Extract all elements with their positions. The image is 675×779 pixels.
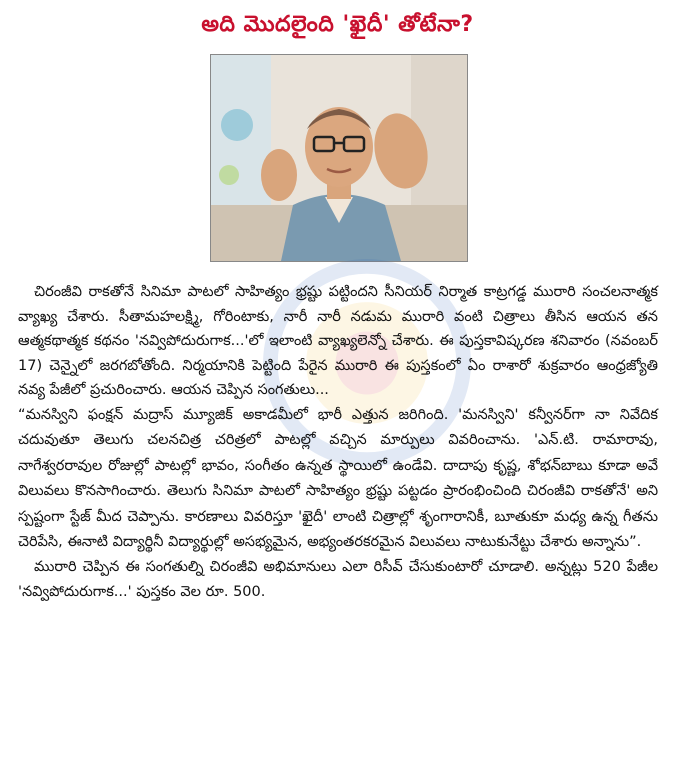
article-headline: అది మొదలైంది 'ఖైదీ' తోటేనా? bbox=[201, 12, 474, 37]
article-quote: “మనస్విని ఫంక్షన్ మద్రాస్ మ్యూజిక్ అకాడమీలో భారీ ఎత్తున జరిగింది. 'మనస్విని' కన్వీనర్‌గా నా నివేదిక చదువుతూ తెలుగు చలనచిత్ర చరిత్రలో పాటల్లో వచ్చిన మార్పులు వివరించాను. 'ఎన్.టి. రామారావు, నాగేశ్వరరావుల రోజుల్లో పాటల్లో భావం, సంగీతం ఉన్నత స్థాయిలో ఉండేవి. దాదాపు కృష్ణ, శోభన్‌బాబు కూడా అవే విలువలు కొనసాగించారు. తెలుగు సినిమా పాటలో సాహిత్యం భ్రష్టు పట్టడం ప్రారంభించింది చిరంజీవి రాకతోనే' అని స్పష్టంగా స్టేజ్ మీద చెప్పాను. కారణాలు వివరిస్తూ 'ఖైదీ' లాంటి చిత్రాల్లో శృంగారానికీ, బూతుకూ మధ్య ఉన్న గీతను చెరిపేసి, ఈనాటి విద్యార్థినీ విద్యార్థుల్లో అసభ్యమైన, అభ్యంతరకరమైన విలువలు నాటుకునేట్టు చేశారు అన్నాను”. bbox=[18, 406, 658, 550]
article-body bbox=[18, 280, 658, 605]
article-paragraph-closing: మురారి చెప్పిన ఈ సంగతుల్ని చిరంజీవి అభిమానులు ఎలా రిసీవ్ చేసుకుంటారో చూడాలి. అన్నట్లు 520 పేజీల 'నవ్విపోదురుగాక...' పుస్తకం వెల రూ. 500. bbox=[18, 559, 658, 600]
article-paragraph-intro: చిరంజీవి రాకతోనే సినిమా పాటలో సాహిత్యం భ్రష్టు పట్టిందని సీనియర్ నిర్మాత కాట్రగడ్డ మురారి సంచలనాత్మక వ్యాఖ్య చేశారు. సీతామహలక్ష్మి, గోరింటాకు, నారీ నారీ నడుమ మురారి వంటి చిత్రాలు తీసిన ఆయన తన ఆత్మకథాత్మక కథనం 'నవ్విపోదురుగాక...'లో ఇలాంటి వ్యాఖ్యలెన్నో చేశారు. ఈ పుస్తకావిష్కరణ శనివారం (నవంబర్ 17) చెన్నైలో జరగబోతోంది. నిర్మయానికి పెట్టింది పేరైన మురారి ఈ పుస్తకంలో ఏం రాశారో శుక్రవారం ఆంధ్రజ్యోతి నవ్య పేజీలో ప్రచురించారు. ఆయన చెప్పిన సంగతులు... bbox=[18, 284, 658, 399]
portrait-illustration bbox=[211, 55, 467, 261]
article-photo bbox=[210, 54, 468, 262]
